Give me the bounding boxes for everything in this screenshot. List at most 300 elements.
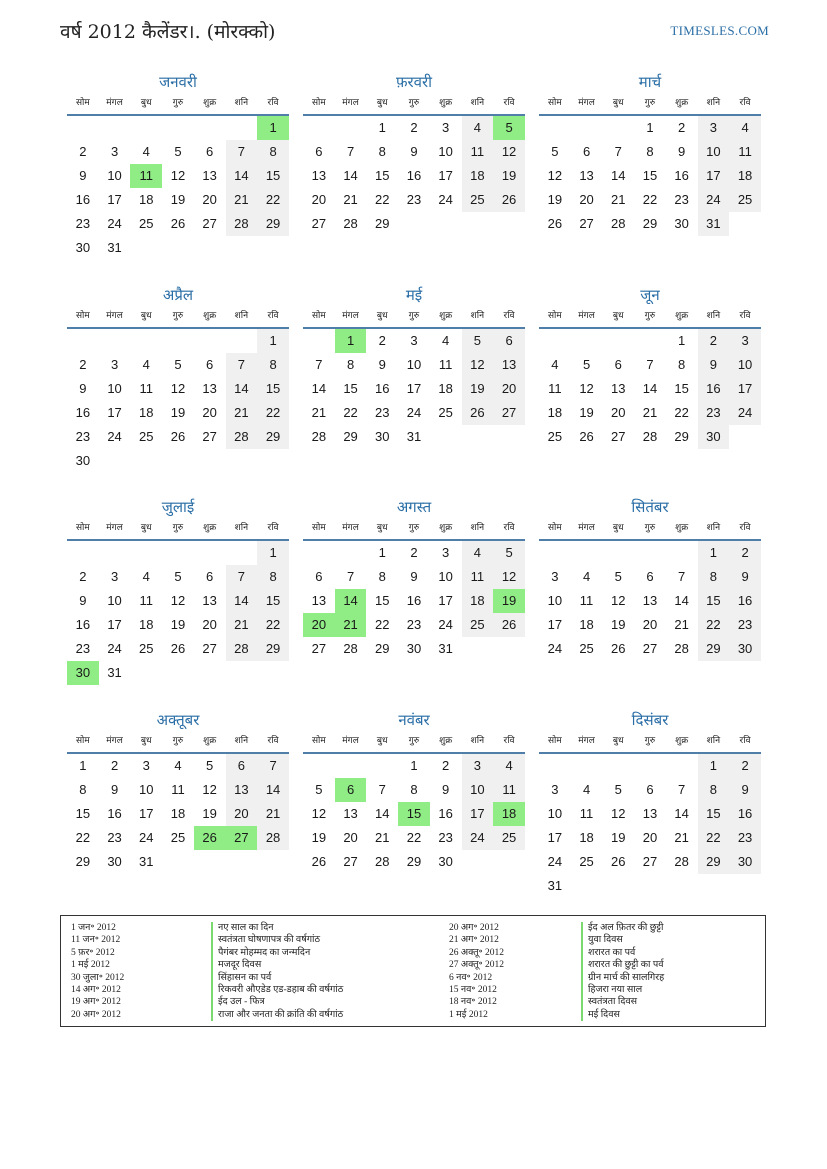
day-cell: 3 — [551, 569, 559, 584]
day-cell: 29 — [257, 212, 289, 236]
day-cell: 25 — [729, 188, 761, 212]
day-cell: 28 — [674, 641, 689, 656]
day-cell: 16 — [438, 806, 453, 821]
day-cell: 20 — [311, 192, 327, 207]
weekday-label: शुक्र — [203, 98, 217, 108]
day-cell: 22 — [75, 830, 91, 845]
day-cell: 14 — [226, 164, 258, 188]
holiday-day-cell: 1 — [257, 116, 289, 140]
day-cell: 27 — [642, 854, 658, 869]
weekday-label: शनि — [706, 98, 721, 108]
holiday-day-cell: 5 — [493, 116, 525, 140]
day-cell: 25 — [579, 854, 594, 869]
day-cell: 2 — [729, 754, 761, 778]
day-cell: 27 — [311, 641, 327, 656]
day-cell: 11 — [171, 782, 185, 797]
weekday-label: बुध — [612, 736, 624, 746]
weekday-label: सोम — [75, 98, 90, 108]
day-cell: 5 — [614, 569, 622, 584]
legend-date: 14 अग॰ 2012 — [71, 985, 121, 996]
weekday-label: रवि — [739, 523, 751, 533]
weekday-label: सोम — [311, 311, 326, 321]
day-cell: 19 — [170, 405, 186, 420]
day-cell: 4 — [551, 357, 559, 372]
day-cell: 9 — [729, 778, 761, 802]
day-cell: 26 — [493, 613, 525, 637]
weekday-header — [303, 305, 525, 329]
day-cell: 3 — [698, 116, 730, 140]
day-cell: 26 — [311, 854, 327, 869]
day-cell: 29 — [375, 216, 390, 231]
day-cell: 18 — [139, 405, 154, 420]
legend-date: 5 फ़र॰ 2012 — [71, 947, 115, 958]
day-cell: 8 — [257, 565, 289, 589]
day-cell: 14 — [674, 593, 689, 608]
day-cell: 10 — [438, 569, 453, 584]
month-name: जनवरी — [159, 73, 197, 91]
legend-holiday-name: रिकवरी औएडेड एड-डहाब की वर्षगांठ — [211, 984, 343, 996]
day-cell: 25 — [139, 641, 154, 656]
day-cell: 16 — [729, 589, 761, 613]
day-cell: 28 — [674, 854, 689, 869]
legend-holiday-name: शरारत का पर्व — [581, 947, 664, 959]
day-grid — [303, 116, 525, 236]
legend-holiday-name: स्वतंत्रता घोषणापत्र की वर्षगांठ — [211, 934, 343, 946]
day-cell: 8 — [410, 782, 418, 797]
weekday-label: गुरु — [172, 523, 184, 533]
weekday-label: शुक्र — [439, 311, 453, 321]
day-cell: 23 — [674, 192, 689, 207]
legend-holiday-name: राजा और जनता की क्रांति की वर्षगांठ — [211, 1009, 343, 1021]
day-cell: 7 — [678, 569, 686, 584]
month-block — [67, 710, 289, 874]
month-name: अप्रैल — [162, 286, 194, 304]
day-cell: 9 — [410, 569, 418, 584]
day-cell: 7 — [226, 565, 258, 589]
weekday-label: गुरु — [408, 311, 420, 321]
day-cell: 17 — [139, 806, 154, 821]
day-cell: 15 — [375, 593, 390, 608]
day-cell: 4 — [462, 116, 494, 140]
day-cell: 2 — [378, 333, 386, 348]
day-cell: 20 — [642, 617, 658, 632]
day-cell: 9 — [79, 168, 87, 183]
day-cell: 4 — [142, 144, 150, 159]
month-block — [539, 285, 761, 449]
legend-names-right — [581, 922, 664, 1021]
day-cell: 24 — [438, 192, 453, 207]
day-cell: 28 — [311, 429, 327, 444]
day-cell: 5 — [174, 144, 182, 159]
day-cell: 25 — [139, 216, 154, 231]
day-cell: 25 — [170, 830, 186, 845]
legend-holiday-name: स्वतंत्रता दिवस — [581, 996, 664, 1008]
day-cell: 20 — [579, 192, 594, 207]
day-cell: 31 — [107, 240, 122, 255]
day-cell: 6 — [493, 329, 525, 353]
legend-holiday-name: मजदूर दिवस — [211, 959, 343, 971]
day-cell: 19 — [170, 617, 186, 632]
day-cell: 5 — [206, 758, 214, 773]
weekday-label: रवि — [503, 98, 515, 108]
day-cell: 15 — [257, 164, 289, 188]
weekday-label: शुक्र — [203, 523, 217, 533]
day-cell: 28 — [226, 212, 258, 236]
day-grid — [67, 116, 289, 260]
weekday-label: गुरु — [172, 311, 184, 321]
day-cell: 2 — [410, 120, 418, 135]
holiday-day-cell: 18 — [493, 802, 525, 826]
day-cell: 26 — [462, 401, 494, 425]
day-cell: 17 — [107, 405, 122, 420]
weekday-header — [67, 730, 289, 754]
weekday-label: सोम — [75, 311, 90, 321]
weekday-label: रवि — [739, 98, 751, 108]
legend-date: 21 अग॰ 2012 — [449, 935, 499, 946]
empty-cell — [666, 541, 698, 565]
day-cell: 7 — [346, 569, 355, 584]
day-cell: 16 — [406, 168, 422, 183]
day-cell: 28 — [343, 641, 358, 656]
day-cell: 20 — [343, 830, 358, 845]
month-block — [303, 285, 525, 449]
month-block — [303, 497, 525, 661]
day-cell: 22 — [375, 617, 390, 632]
day-grid — [539, 329, 761, 449]
day-cell: 20 — [493, 377, 525, 401]
day-cell: 14 — [375, 806, 390, 821]
day-cell: 11 — [493, 778, 525, 802]
day-cell: 30 — [75, 240, 91, 255]
weekday-label: रवि — [267, 311, 279, 321]
legend-date: 1 मई 2012 — [71, 960, 110, 971]
empty-cell — [335, 541, 367, 565]
day-cell: 17 — [547, 617, 563, 632]
day-cell: 14 — [642, 381, 658, 396]
empty-cell — [67, 329, 99, 353]
empty-cell — [67, 116, 99, 140]
holiday-day-cell: 27 — [226, 826, 258, 850]
weekday-label: बुध — [140, 311, 152, 321]
day-cell: 4 — [582, 782, 591, 797]
day-cell: 12 — [493, 565, 525, 589]
month-name: सितंबर — [631, 498, 669, 516]
day-grid — [303, 329, 525, 449]
day-cell: 15 — [257, 377, 289, 401]
day-cell: 17 — [462, 802, 494, 826]
weekday-label: सोम — [547, 523, 562, 533]
month-name: फ़रवरी — [395, 73, 433, 91]
empty-cell — [67, 541, 99, 565]
day-cell: 3 — [142, 758, 150, 773]
empty-cell — [130, 329, 162, 353]
day-cell: 14 — [226, 589, 258, 613]
day-cell: 19 — [579, 405, 594, 420]
month-name: दिसंबर — [631, 711, 669, 729]
weekday-label: मंगल — [578, 98, 595, 108]
day-cell: 18 — [729, 164, 761, 188]
day-cell: 19 — [170, 192, 186, 207]
day-cell: 5 — [582, 357, 591, 372]
weekday-label: रवि — [267, 98, 279, 108]
empty-cell — [226, 329, 258, 353]
day-cell: 20 — [202, 617, 217, 632]
day-cell: 30 — [438, 854, 453, 869]
day-cell: 17 — [438, 168, 453, 183]
weekday-label: शनि — [706, 311, 721, 321]
day-cell: 29 — [406, 854, 422, 869]
day-cell: 27 — [202, 216, 217, 231]
weekday-header — [539, 92, 761, 116]
day-cell: 29 — [698, 850, 730, 874]
holiday-day-cell: 1 — [335, 329, 367, 353]
empty-cell — [602, 116, 634, 140]
weekday-label: मंगल — [342, 98, 359, 108]
day-cell: 8 — [257, 353, 289, 377]
day-cell: 12 — [170, 168, 186, 183]
day-cell: 21 — [257, 802, 289, 826]
day-cell: 29 — [698, 637, 730, 661]
day-cell: 23 — [438, 830, 453, 845]
day-cell: 3 — [462, 754, 494, 778]
day-cell: 18 — [170, 806, 186, 821]
day-cell: 8 — [346, 357, 355, 372]
holiday-day-cell: 6 — [335, 778, 367, 802]
day-cell: 21 — [674, 617, 689, 632]
day-cell: 1 — [257, 541, 289, 565]
empty-cell — [666, 754, 698, 778]
day-cell: 23 — [75, 429, 91, 444]
day-cell: 18 — [579, 830, 594, 845]
day-cell: 12 — [462, 353, 494, 377]
day-cell: 12 — [202, 782, 217, 797]
legend-dates-left — [71, 922, 124, 1021]
day-cell: 1 — [257, 329, 289, 353]
day-cell: 30 — [107, 854, 122, 869]
day-cell: 9 — [79, 381, 87, 396]
day-cell: 3 — [442, 545, 450, 560]
day-cell: 1 — [79, 758, 87, 773]
day-cell: 13 — [202, 593, 217, 608]
weekday-label: गुरु — [172, 98, 184, 108]
weekday-label: मंगल — [106, 98, 123, 108]
day-cell: 31 — [139, 854, 154, 869]
day-cell: 8 — [678, 357, 686, 372]
empty-cell — [571, 754, 603, 778]
legend-date: 15 नव॰ 2012 — [449, 985, 497, 996]
day-cell: 29 — [375, 641, 390, 656]
weekday-label: गुरु — [408, 98, 420, 108]
day-cell: 11 — [548, 381, 562, 396]
legend-holiday-name: मई दिवस — [581, 1009, 664, 1021]
weekday-label: शनि — [234, 736, 249, 746]
day-cell: 30 — [698, 425, 730, 449]
day-cell: 7 — [678, 782, 686, 797]
empty-cell — [226, 541, 258, 565]
day-cell: 1 — [698, 754, 730, 778]
day-cell: 1 — [378, 120, 386, 135]
day-cell: 2 — [698, 329, 730, 353]
day-cell: 4 — [729, 116, 761, 140]
day-cell: 28 — [343, 216, 358, 231]
day-grid — [303, 541, 525, 661]
day-cell: 9 — [79, 593, 87, 608]
day-cell: 16 — [674, 168, 689, 183]
empty-cell — [335, 754, 367, 778]
day-cell: 25 — [579, 641, 594, 656]
day-cell: 6 — [206, 357, 214, 372]
day-cell: 27 — [202, 641, 217, 656]
day-cell: 17 — [107, 192, 122, 207]
weekday-label: शनि — [234, 311, 249, 321]
day-cell: 12 — [547, 168, 563, 183]
day-cell: 5 — [551, 144, 559, 159]
day-cell: 23 — [375, 405, 390, 420]
empty-cell — [194, 116, 226, 140]
legend-date: 1 जन॰ 2012 — [71, 923, 116, 933]
day-cell: 28 — [257, 826, 289, 850]
day-cell: 24 — [438, 617, 453, 632]
day-cell: 27 — [202, 429, 217, 444]
day-cell: 17 — [406, 381, 422, 396]
day-grid — [539, 754, 761, 898]
day-cell: 10 — [698, 140, 730, 164]
month-name: जुलाई — [161, 498, 195, 516]
weekday-label: शनि — [470, 523, 485, 533]
legend-dates-right — [449, 922, 504, 1021]
day-cell: 2 — [410, 545, 418, 560]
weekday-label: रवि — [503, 311, 515, 321]
day-cell: 29 — [257, 425, 289, 449]
legend-date: 1 मई 2012 — [449, 1009, 488, 1020]
day-cell: 27 — [343, 854, 358, 869]
day-cell: 12 — [170, 593, 186, 608]
day-cell: 23 — [406, 617, 422, 632]
month-name: अगस्त — [396, 498, 432, 516]
day-cell: 2 — [729, 541, 761, 565]
day-cell: 5 — [462, 329, 494, 353]
empty-cell — [571, 329, 603, 353]
day-cell: 31 — [547, 878, 563, 893]
weekday-label: मंगल — [106, 523, 123, 533]
day-cell: 9 — [729, 565, 761, 589]
legend-holiday-name: ईद उल - फित्र — [211, 996, 343, 1008]
day-cell: 23 — [107, 830, 122, 845]
empty-cell — [226, 116, 258, 140]
empty-cell — [194, 329, 226, 353]
weekday-label: शुक्र — [439, 523, 453, 533]
day-cell: 18 — [438, 381, 453, 396]
empty-cell — [634, 541, 666, 565]
holiday-day-cell: 19 — [493, 589, 525, 613]
weekday-label: मंगल — [106, 736, 123, 746]
day-cell: 17 — [729, 377, 761, 401]
day-cell: 20 — [202, 405, 217, 420]
day-cell: 29 — [674, 429, 689, 444]
day-cell: 3 — [442, 120, 450, 135]
weekday-header — [67, 92, 289, 116]
day-cell: 31 — [406, 429, 422, 444]
day-cell: 26 — [170, 429, 186, 444]
day-cell: 22 — [698, 613, 730, 637]
weekday-header — [303, 730, 525, 754]
legend-holiday-name: शरारत की छुट्टी का पर्व — [581, 959, 664, 971]
weekday-label: रवि — [503, 523, 515, 533]
day-cell: 27 — [311, 216, 327, 231]
weekday-header — [303, 517, 525, 541]
weekday-label: शनि — [706, 523, 721, 533]
empty-cell — [303, 329, 335, 353]
weekday-label: शनि — [470, 736, 485, 746]
day-cell: 3 — [551, 782, 559, 797]
day-grid — [303, 754, 525, 874]
site-logo[interactable]: TIMESLES.COM — [670, 23, 769, 38]
day-cell: 11 — [579, 806, 594, 821]
month-block — [303, 710, 525, 874]
month-block — [303, 72, 525, 236]
day-cell: 20 — [611, 405, 626, 420]
day-cell: 7 — [226, 140, 258, 164]
day-cell: 7 — [614, 144, 622, 159]
day-cell: 1 — [698, 541, 730, 565]
day-cell: 25 — [438, 405, 453, 420]
day-cell: 11 — [729, 140, 761, 164]
day-grid — [67, 541, 289, 685]
day-cell: 4 — [174, 758, 182, 773]
weekday-label: बुध — [140, 523, 152, 533]
empty-cell — [539, 754, 571, 778]
weekday-label: रवि — [739, 311, 751, 321]
day-cell: 22 — [642, 192, 658, 207]
legend-date: 18 नव॰ 2012 — [449, 997, 497, 1008]
day-cell: 26 — [579, 429, 594, 444]
holiday-day-cell: 26 — [194, 826, 226, 850]
day-cell: 7 — [346, 144, 355, 159]
day-cell: 31 — [107, 665, 122, 680]
day-cell: 24 — [547, 641, 563, 656]
day-cell: 20 — [202, 192, 217, 207]
empty-cell — [303, 754, 335, 778]
day-cell: 10 — [729, 353, 761, 377]
day-grid — [67, 329, 289, 473]
day-cell: 5 — [174, 357, 182, 372]
weekday-label: शनि — [470, 98, 485, 108]
legend-holiday-name: ग्रीन मार्च की सालगिरह — [581, 972, 664, 984]
day-cell: 25 — [462, 613, 494, 637]
day-cell: 16 — [107, 806, 122, 821]
day-cell: 18 — [462, 589, 494, 613]
day-cell: 1 — [678, 333, 686, 348]
day-cell: 25 — [547, 429, 563, 444]
day-cell: 13 — [202, 168, 217, 183]
day-cell: 18 — [139, 192, 154, 207]
day-cell: 19 — [611, 617, 626, 632]
weekday-label: रवि — [739, 736, 751, 746]
day-cell: 29 — [343, 429, 358, 444]
weekday-label: मंगल — [342, 523, 359, 533]
day-cell: 16 — [75, 617, 91, 632]
legend-date: 26 अक्तू॰ 2012 — [449, 947, 505, 958]
day-cell: 7 — [315, 357, 323, 372]
empty-cell — [634, 754, 666, 778]
day-cell: 13 — [202, 381, 217, 396]
weekday-label: गुरु — [644, 311, 656, 321]
day-cell: 10 — [547, 593, 563, 608]
day-cell: 1 — [378, 545, 386, 560]
weekday-header — [539, 730, 761, 754]
empty-cell — [99, 541, 131, 565]
day-cell: 21 — [311, 405, 327, 420]
